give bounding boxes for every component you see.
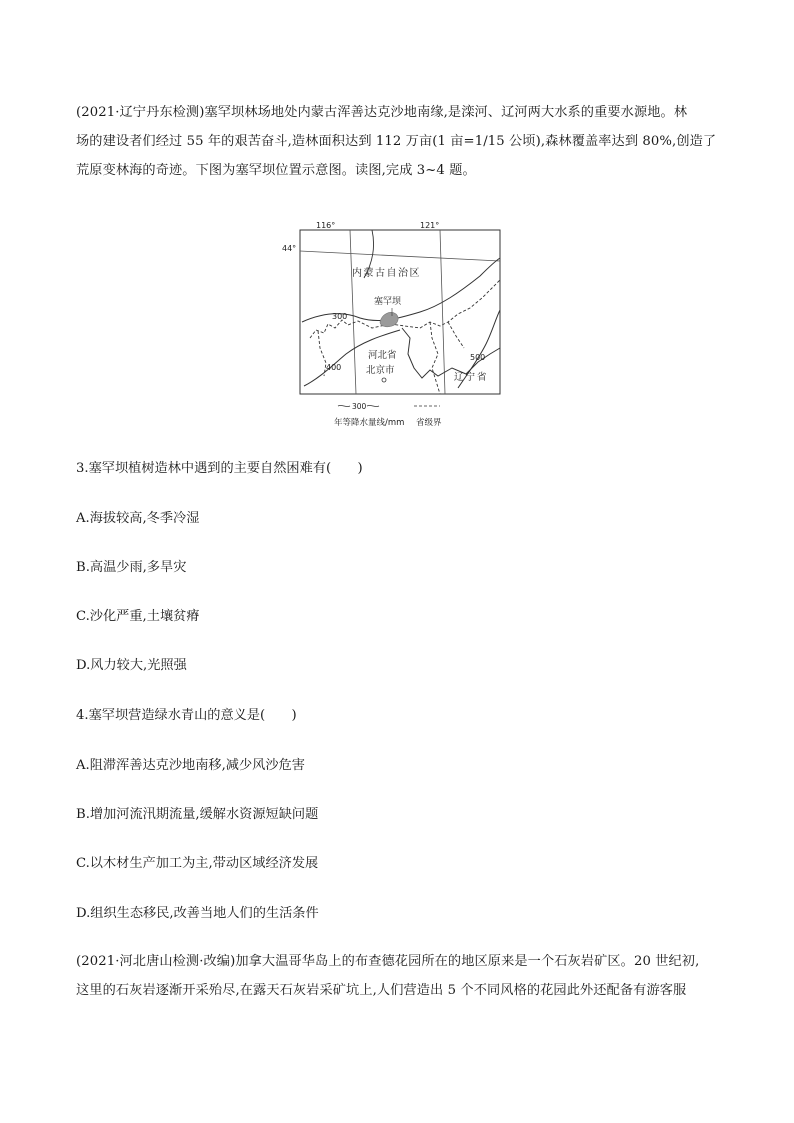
- question-4-stem: 4.塞罕坝营造绿水青山的意义是( ): [76, 708, 297, 723]
- legend-isohyet-value: 300: [352, 402, 367, 411]
- legend-isohyet-sample-right: [367, 405, 379, 406]
- passage-2-line-2: 这里的石灰岩逐渐开采殆尽,在露天石灰岩采矿坑上,人们营造出 5 个不同风格的花园此外还配备有游客服: [76, 983, 687, 998]
- passage-2: [76, 947, 718, 1005]
- label-hebei: 河北省: [368, 350, 397, 361]
- longitude-line-116: [350, 230, 356, 394]
- question-3-option-b[interactable]: B.高温少雨,多旱灾: [76, 560, 187, 575]
- passage-1-line-3: 荒原变林海的奇迹。下图为塞罕坝位置示意图。读图,完成 3~4 题。: [76, 163, 476, 178]
- question-3-option-a[interactable]: A.海拔较高,冬季冷湿: [76, 511, 200, 526]
- passage-1-line-1: (2021·辽宁丹东检测)塞罕坝林场地处内蒙古浑善达克沙地南缘,是滦河、辽河两大水系的重要水源地。林: [76, 105, 688, 120]
- province-border-north: [310, 280, 500, 338]
- question-3-option-d[interactable]: D.风力较大,光照强: [76, 658, 187, 673]
- legend-border-label: 省级界: [416, 418, 442, 428]
- passage-1-line-2: 场的建设者们经过 55 年的艰苦奋斗,造林面积达到 112 万亩(1 亩=1/15 公顷),森林覆盖率达到 80%,创造了: [76, 134, 717, 149]
- passage-2-line-1: (2021·河北唐山检测·改编)加拿大温哥华岛上的布查德花园所在的地区原来是一个石灰岩矿区。20 世纪初,: [76, 954, 700, 969]
- question-4-option-b[interactable]: B.增加河流汛期流量,缓解水资源短缺问题: [76, 807, 319, 822]
- map-svg: [280, 218, 510, 433]
- label-beijing: 北京市: [366, 365, 395, 376]
- latitude-line-44: [300, 251, 500, 261]
- legend-isohyet-label: 年等降水量线/mm: [334, 418, 405, 428]
- province-border-liaoning: [448, 322, 464, 348]
- coastline: [402, 328, 500, 378]
- longitude-line-121: [440, 230, 445, 394]
- question-4-option-d[interactable]: D.组织生态移民,改善当地人们的生活条件: [76, 906, 319, 921]
- saihanba-location-map: [280, 218, 510, 433]
- label-liaoning: 辽宁省: [454, 372, 489, 383]
- passage-1: [76, 98, 718, 185]
- label-isohyet-500: 500: [470, 353, 486, 362]
- question-3-stem: 3.塞罕坝植树造林中遇到的主要自然困难有( ): [76, 461, 363, 476]
- question-4-option-c[interactable]: C.以木材生产加工为主,带动区域经济发展: [76, 856, 319, 871]
- lon-label-121: 121°: [420, 221, 440, 230]
- question-3-option-c[interactable]: C.沙化严重,土壤贫瘠: [76, 609, 200, 624]
- legend-isohyet-sample-left: [338, 405, 350, 406]
- label-saihanba: 塞罕坝: [374, 297, 402, 307]
- label-inner-mongolia: 内蒙古自治区: [352, 268, 421, 279]
- question-4-option-a[interactable]: A.阻滞浑善达克沙地南移,减少风沙危害: [76, 758, 305, 773]
- province-border-west: [318, 331, 326, 376]
- lat-label-44: 44°: [282, 244, 297, 253]
- province-border-east: [430, 322, 440, 394]
- label-isohyet-300: 300: [332, 312, 348, 321]
- lon-label-116: 116°: [316, 221, 336, 230]
- label-isohyet-400: 400: [326, 363, 342, 372]
- beijing-marker: [382, 378, 386, 382]
